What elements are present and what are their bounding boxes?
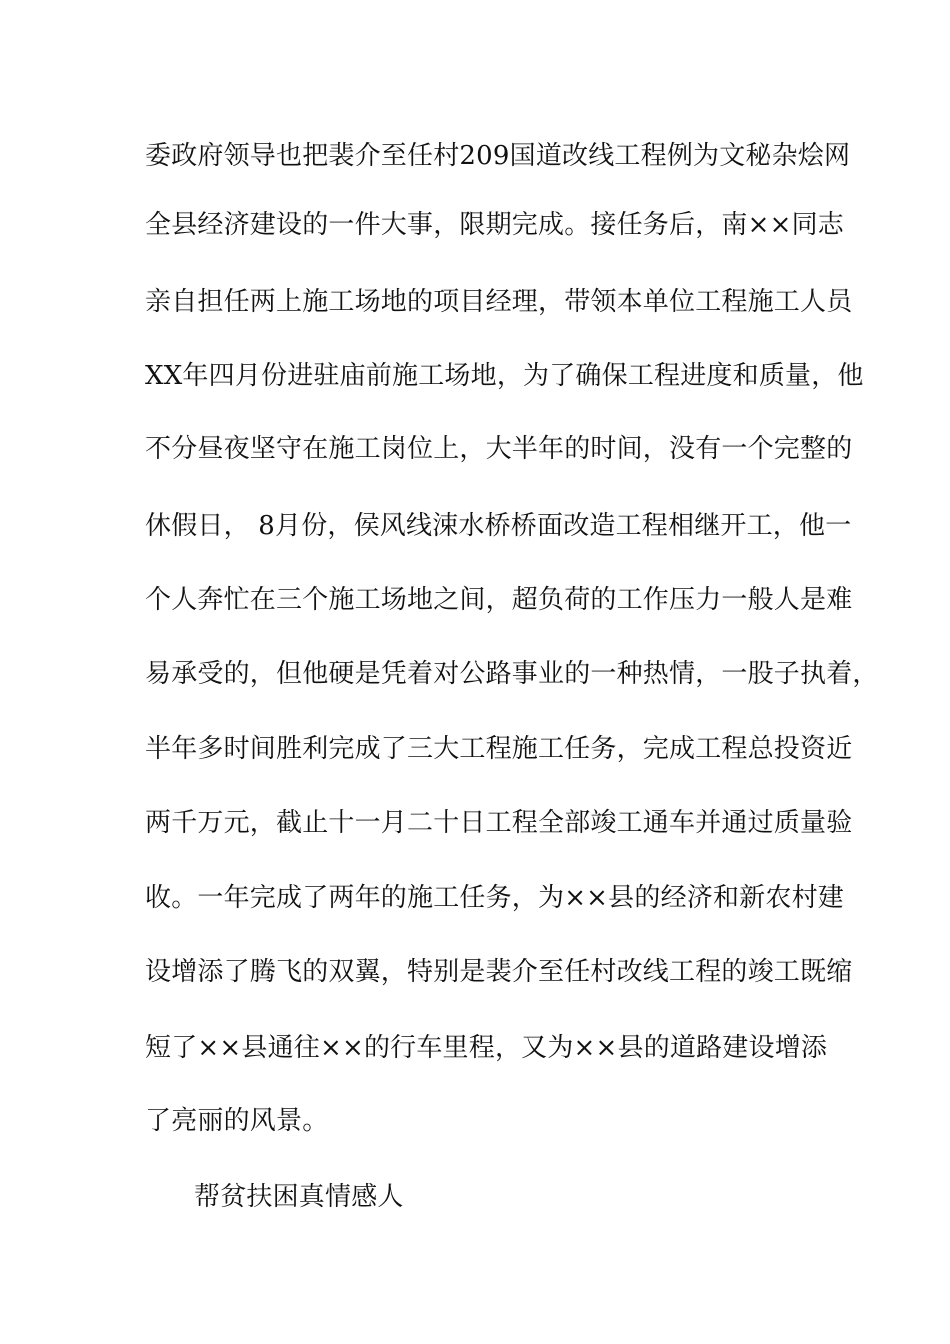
paragraph-line: 休假日， 8月份，侯风线涑水桥桥面改造工程相继开工，他一 — [145, 511, 852, 541]
paragraph-line: 亲自担任两上施工场地的项目经理，带领本单位工程施工人员 — [145, 287, 853, 317]
paragraph-line: 了亮丽的风景。 — [145, 1106, 329, 1136]
paragraph-line: 收。一年完成了两年的施工任务，为××县的经济和新农村建 — [145, 883, 844, 913]
paragraph-line: 个人奔忙在三个施工场地之间，超负荷的工作压力一般人是难 — [145, 585, 853, 615]
paragraph-line: 全县经济建设的一件大事，限期完成。接任务后，南××同志 — [145, 210, 844, 240]
paragraph-line: 易承受的，但他硬是凭着对公路事业的一种热情，一股子执着， — [145, 659, 879, 689]
paragraph-line: 委政府领导也把裴介至任村209国道改线工程例为文秘杂烩网 — [145, 141, 851, 171]
paragraph-line: 不分昼夜坚守在施工岗位上，大半年的时间，没有一个完整的 — [145, 434, 853, 464]
paragraph-line: 两千万元，截止十一月二十日工程全部竣工通车并通过质量验 — [145, 808, 853, 838]
section-heading: 帮贫扶困真情感人 — [194, 1182, 404, 1212]
paragraph-line: 半年多时间胜利完成了三大工程施工任务，完成工程总投资近 — [145, 734, 853, 764]
paragraph-line: XX年四月份进驻庙前施工场地，为了确保工程进度和质量，他 — [145, 361, 864, 391]
paragraph-line: 短了××县通往××的行车里程，又为××县的道路建设增添 — [145, 1033, 828, 1063]
paragraph-line: 设增添了腾飞的双翼，特别是裴介至任村改线工程的竣工既缩 — [145, 957, 853, 987]
